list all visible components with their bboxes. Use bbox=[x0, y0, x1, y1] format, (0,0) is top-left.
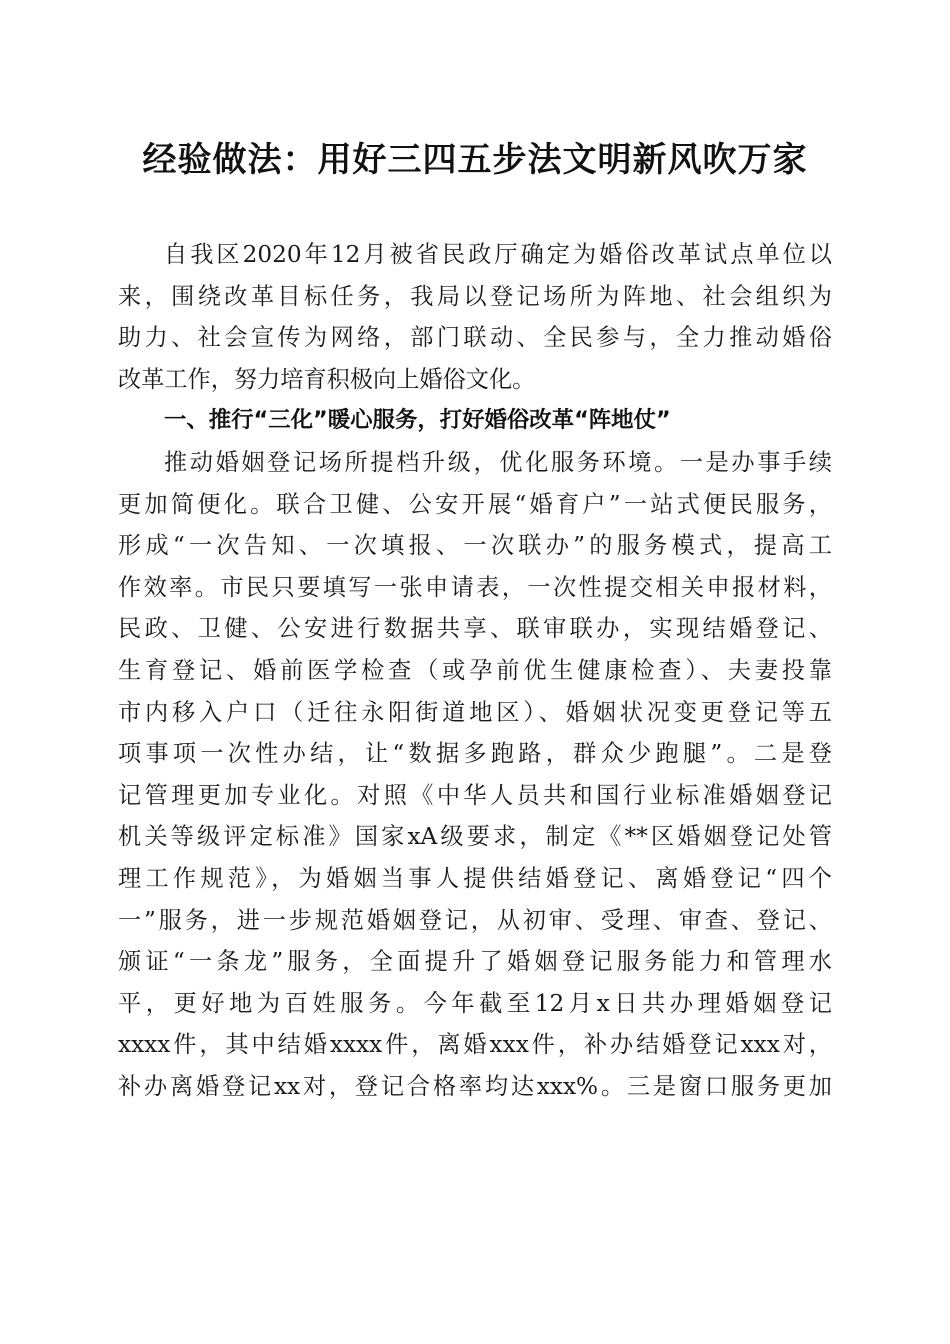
section-line: 理工作规范》，为婚姻当事人提供结婚登记、离婚登记“四个 bbox=[118, 864, 832, 892]
document-body bbox=[118, 234, 832, 1107]
intro-line: 助力、社会宣传为网络，部门联动、全民参与，全力推动婚俗 bbox=[118, 324, 832, 352]
section-line: 一”服务，进一步规范婚姻登记，从初审、受理、审查、登记、 bbox=[118, 906, 832, 934]
section-line: 作效率。市民只要填写一张申请表，一次性提交相关申报材料， bbox=[118, 573, 832, 601]
section-line: 更加简便化。联合卫健、公安开展“婚育户”一站式便民服务， bbox=[118, 490, 832, 518]
document-title: 经验做法：用好三四五步法文明新风吹万家 bbox=[142, 140, 808, 180]
section-line: 颁证“一条龙”服务，全面提升了婚姻登记服务能力和管理水 bbox=[118, 948, 832, 976]
section-line: 补办离婚登记xx对，登记合格率均达xxx%。三是窗口服务更加 bbox=[118, 1072, 832, 1100]
section-line: 机关等级评定标准》国家xA级要求，制定《**区婚姻登记处管 bbox=[118, 823, 832, 851]
section-line: 形成“一次告知、一次填报、一次联办”的服务模式，提高工 bbox=[118, 532, 832, 560]
intro-line: 自我区2020年12月被省民政厅确定为婚俗改革试点单位以 bbox=[164, 241, 832, 268]
section-heading: 一、推行“三化”暖心服务，打好婚俗改革“阵地仗” bbox=[164, 407, 671, 434]
intro-line: 改革工作，努力培育积极向上婚俗文化。 bbox=[118, 365, 536, 393]
section-line: 市内移入户口（迁往永阳街道地区）、婚姻状况变更登记等五 bbox=[118, 698, 832, 726]
section-line: 项事项一次性办结，让“数据多跑路，群众少跑腿”。二是登 bbox=[118, 740, 832, 768]
intro-line: 来，围绕改革目标任务，我局以登记场所为阵地、社会组织为 bbox=[118, 282, 832, 310]
section-line: 生育登记、婚前医学检查（或孕前优生健康检查）、夫妻投靠 bbox=[118, 656, 832, 684]
section-line: xxxx件，其中结婚xxxx件，离婚xxx件，补办结婚登记xxx对， bbox=[118, 1031, 832, 1059]
section-line: 民政、卫健、公安进行数据共享、联审联办，实现结婚登记、 bbox=[118, 615, 832, 643]
section-line: 平，更好地为百姓服务。今年截至12月x日共办理婚姻登记 bbox=[118, 989, 832, 1017]
section-line: 推动婚姻登记场所提档升级，优化服务环境。一是办事手续 bbox=[164, 448, 832, 476]
section-line: 记管理更加专业化。对照《中华人员共和国行业标准婚姻登记 bbox=[118, 781, 832, 809]
